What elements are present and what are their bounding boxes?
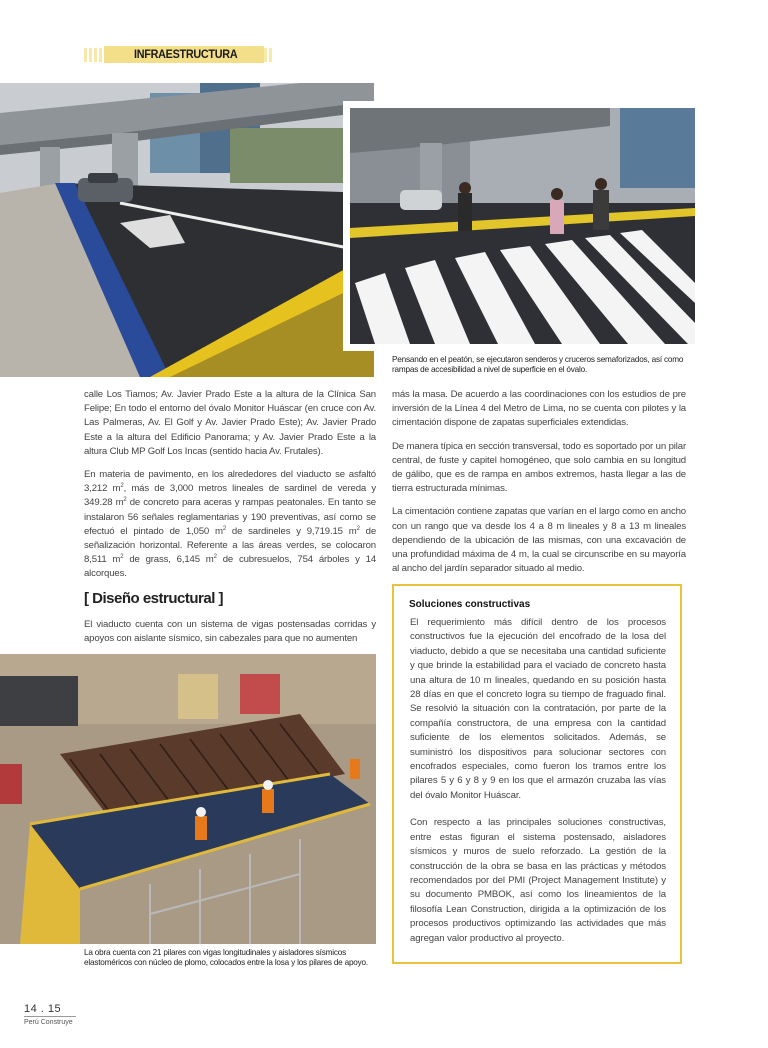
right-column-text (392, 388, 686, 585)
section-header: INFRAESTRUCTURA (134, 47, 238, 61)
photo-construction (0, 654, 376, 944)
photo-viaduct-road (0, 83, 374, 377)
sidebar-paragraph-solutions: Con respecto a las principales soluciones constructivas, entre estas figuran el sistema postensado, aisladores sísmicos y muros de suelo reforzado. La gestión de la construcción de la obra se basa en las prácticas y métodos recomendados por del PMI (Project Management Institute) y su documento PMBOK, así como los lineamientos de la filosofía Lean Construction, dirigida a la optimización de los procesos productivos optimizando las actividades que más agregan valor productivo al proyecto. (410, 817, 666, 944)
caption-pedestrian: Pensando en el peatón, se ejecutaron senderos y cruceros semaforizados, así como rampas de accesibilidad a nivel de superficie en el óvalo. (392, 355, 684, 374)
page-numbers: 14 . 15 (24, 1003, 62, 1015)
photo-pedestrian-crossing (350, 108, 695, 344)
sidebar-title: Soluciones constructivas (409, 599, 531, 610)
paragraph-footings: La cimentación contiene zapatas que varían en el largo como en ancho con un rango que va desde los 4 a 8 m lineales y 8 a 13 m lineales dependiendo de la ubicación de las mismas, con una excavación de una profundidad máxima de 4 m, la cual se circunscribe en su mayoría al ancho del jardín separador situado al medio. (392, 506, 686, 575)
magazine-name: Perú Construye (24, 1019, 73, 1026)
caption-construction: La obra cuenta con 21 pilares con vigas longitudinales y aisladores sísmicos elastoméricos con núcleo de plomo, colocados entre la losa y los pilares de apoyo. (84, 948, 368, 967)
footer-divider (24, 1016, 76, 1017)
paragraph-paving: En materia de pavimento, en los alrededores del viaducto se asfaltó 3,212 $m^2$, más de 3,000 metros lineales de sardinel de vereda y 349.28 $m^2$ de concreto para aceras y rampas peatonales. En tanto se instalaron 56 señales reglamentarias y 190 preventivas, así como se efectuó el pintado de 1,050 $m^2$ de sardineles y 9,719.15 $m^2$ de señalización horizontal. Referente a las áreas verdes, se colocaron 8,511 $m^2$ de grass, 6,145 $m^2$ de cubresuelos, 754 árboles y 14 alcorques. (84, 469, 377, 580)
paragraph-structural: El viaducto cuenta con un sistema de vigas postensadas corridas y apoyos con aislante sísmico, sin cabezales para que no aumenten (84, 619, 376, 645)
sidebar-text (410, 616, 666, 959)
sidebar-paragraph-formwork: El requerimiento más difícil dentro de los procesos constructivos fue la ejecución del encofrado de la losa del viaducto, debido a que se necesitaba una cantidad suficiente y que brinde la estabilidad para el vaciado de concreto hasta una altura de 10 m lineales, quedando en su posición hasta 28 días en que el concreto logra su tiempo de fraguado final. Se resolvió la situación con la contratación, por parte de la compañía constructora, de una empresa con la cantidad suficiente de los elementos solicitados. Además, se suministró los dispositivos para solucionar sectores con encofrados especiales, como fueron los tramos entre los pilares 5 y 6 y 8 y 9 en los que el armazón cruzaba las vías del óvalo Monitor Huáscar. (410, 617, 666, 801)
left-column-text (84, 388, 376, 591)
section-title-structural-design: [ Diseño estructural ] (84, 590, 224, 607)
paragraph-locations: calle Los Tiamos; Av. Javier Prado Este a la altura de la Clínica San Felipe; En todo el entorno del óvalo Monitor Huáscar (en cruce con Av. Las Palmeras, Av. El Golf y Av. Javier Prado Este); Av. Javier Prado Este a la altura del Edificio Panorama; y Av. Javier Prado Este a la altura Club MP Golf Los Incas (sentido hacia Av. Frutales). (84, 389, 376, 457)
paragraph-cross-section: De manera típica en sección transversal, todo es soportado por un pilar central, de fuste y capitel homogéneo, que solo cambia en su longitud de gálibo, que es de rampa en ambos extremos, hasta llegar a las de tierra estructurada mínimas. (392, 440, 686, 495)
paragraph-foundation: más la masa. De acuerdo a las coordinaciones con los estudios de pre inversión de la Línea 4 del Metro de Lima, no se cuenta con pilotes y la cimentación dispone de zapatas superficiales extendidas. (392, 389, 686, 429)
